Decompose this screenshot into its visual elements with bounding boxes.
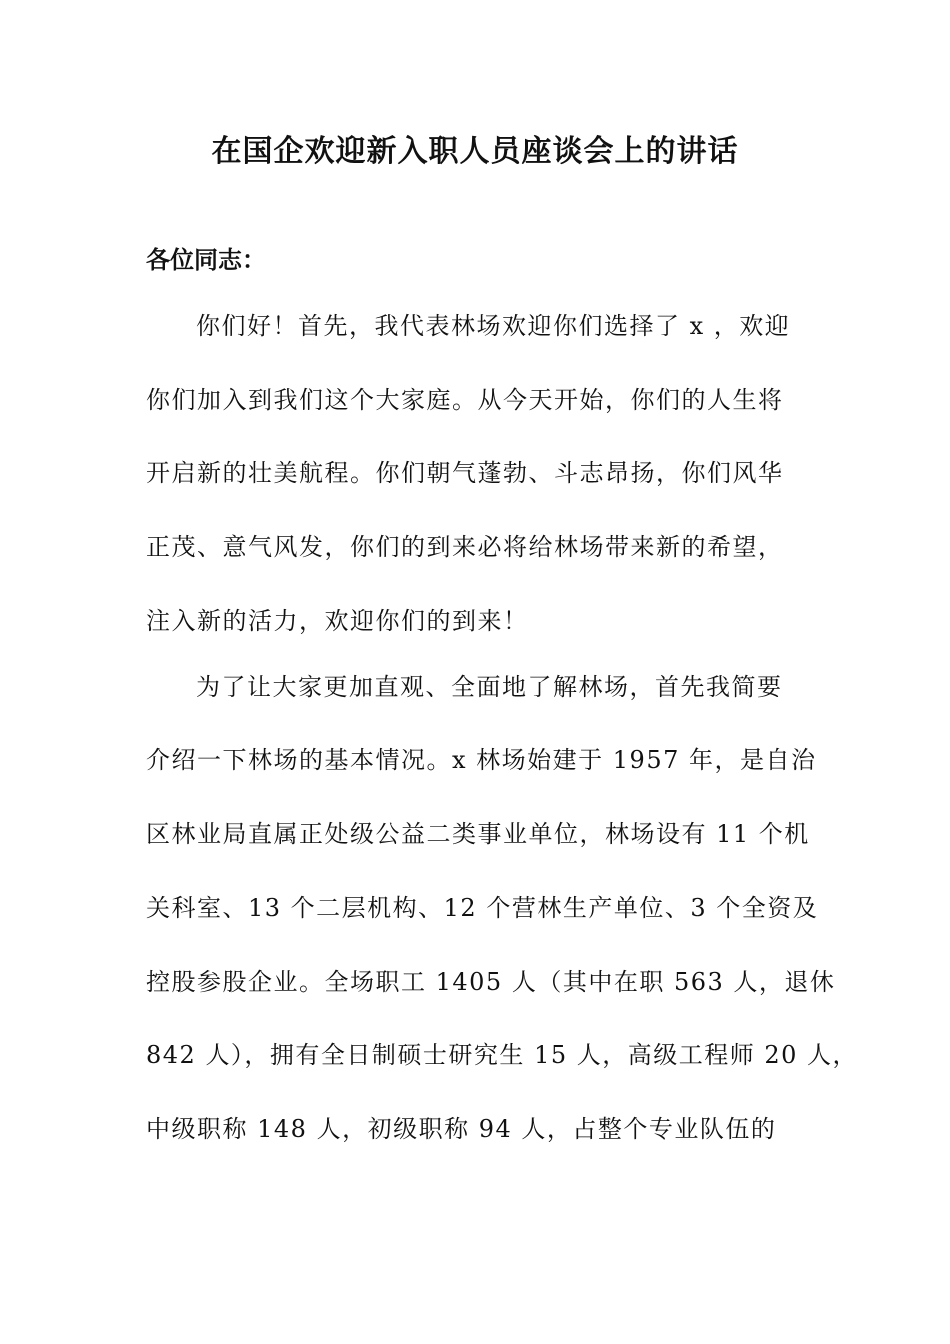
paragraph-1-line-4: 正茂、意气风发，你们的到来必将给林场带来新的希望， [146, 533, 784, 561]
paragraph-1-line-2: 你们加入到我们这个大家庭。从今天开始，你们的人生将 [146, 386, 784, 414]
paragraph-2-line-7: 中级职称 148 人，初级职称 94 人，占整个专业队伍的 [146, 1115, 777, 1143]
document-title: 在国企欢迎新入职人员座谈会上的讲话 [211, 134, 739, 169]
paragraph-2-line-6: 842 人），拥有全日制硕士研究生 15 人，高级工程师 20 人， [146, 1041, 859, 1069]
paragraph-1-line-5: 注入新的活力，欢迎你们的到来！ [146, 607, 529, 635]
salutation: 各位同志： [146, 246, 266, 274]
paragraph-2-line-4: 关科室、13 个二层机构、12 个营林生产单位、3 个全资及 [146, 894, 819, 922]
paragraph-2-line-5: 控股参股企业。全场职工 1405 人（其中在职 563 人，退休 [146, 968, 836, 996]
paragraph-2-line-1: 为了让大家更加直观、全面地了解林场，首先我简要 [196, 673, 783, 701]
paragraph-2-line-3: 区林业局直属正处级公益二类事业单位，林场设有 11 个机 [146, 820, 810, 848]
paragraph-1-line-3: 开启新的壮美航程。你们朝气蓬勃、斗志昂扬，你们风华 [146, 459, 784, 487]
paragraph-1-line-1: 你们好！首先，我代表林场欢迎你们选择了 x ，欢迎 [196, 312, 791, 340]
paragraph-2-line-2: 介绍一下林场的基本情况。x 林场始建于 1957 年，是自治 [146, 746, 817, 774]
